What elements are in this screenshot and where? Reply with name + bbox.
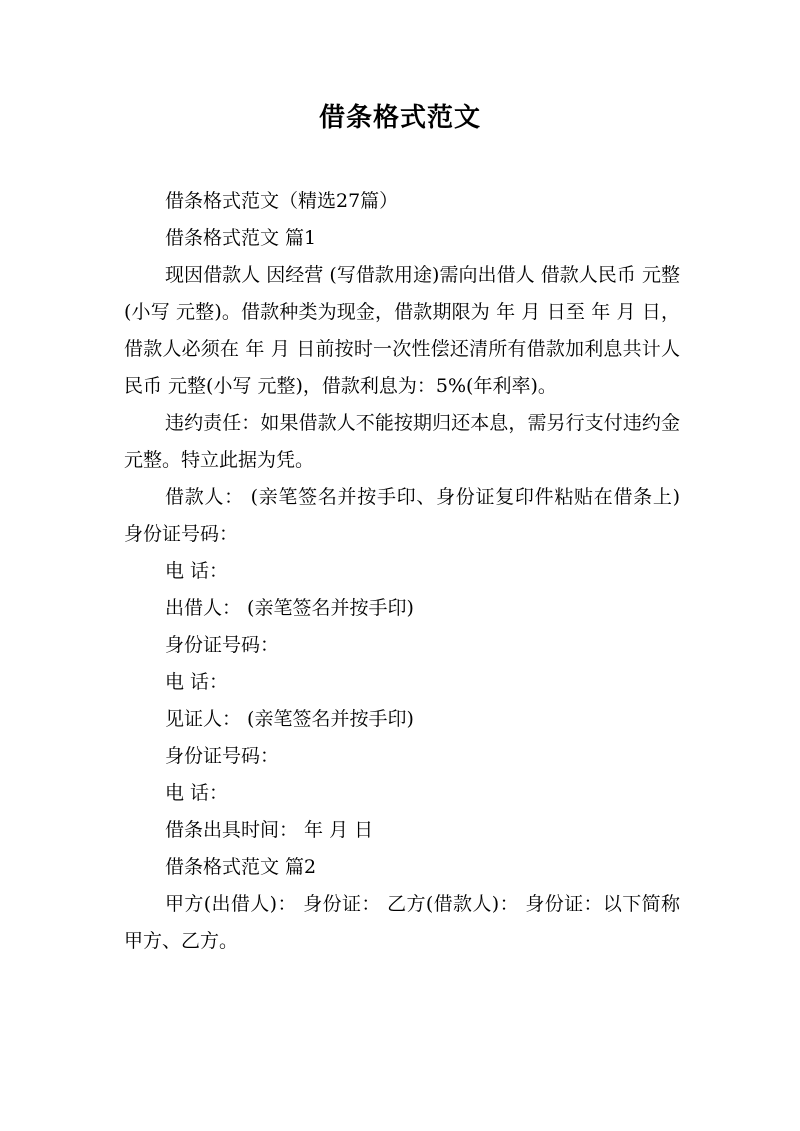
section-heading-1: 借条格式范文 篇1 bbox=[165, 227, 317, 249]
paragraph-lender: 出借人： (亲笔签名并按手印) bbox=[165, 597, 414, 619]
paragraph-issue-date: 借条出具时间： 年 月 日 bbox=[165, 819, 374, 841]
paragraph-breach-liability: 违约责任：如果借款人不能按期归还本息，需另行支付违约金 元整。特立此据为凭。 bbox=[124, 412, 687, 471]
paragraph-lender-phone: 电 话： bbox=[165, 671, 229, 693]
paragraph-lender-id: 身份证号码： bbox=[165, 634, 280, 656]
document-body bbox=[124, 183, 687, 960]
paragraph-parties: 甲方(出借人)： 身份证： 乙方(借款人)： 身份证：以下简称甲方、乙方。 bbox=[124, 893, 680, 952]
paragraph-borrower: 借款人： (亲笔签名并按手印、身份证复印件粘贴在借条上) 身份证号码： bbox=[124, 486, 687, 545]
paragraph-loan-terms: 现因借款人 因经营 (写借款用途)需向出借人 借款人民币 元整(小写 元整)。借款种类为现金，借款期限为 年 月 日至 年 月 日，借款人必须在 年 月 日前按时一次性偿还清所有借款加利息共计人民币 元整(小写 元整)，借款利息为：5%(年利率)。 bbox=[124, 264, 680, 397]
paragraph-borrower-phone: 电 话： bbox=[165, 560, 229, 582]
paragraph-intro: 借条格式范文（精选27篇） bbox=[165, 190, 399, 212]
paragraph-witness: 见证人： (亲笔签名并按手印) bbox=[165, 708, 414, 730]
section-heading-2: 借条格式范文 篇2 bbox=[165, 856, 317, 878]
paragraph-witness-phone: 电 话： bbox=[165, 782, 229, 804]
paragraph-witness-id: 身份证号码： bbox=[165, 745, 280, 767]
document-title: 借条格式范文 bbox=[318, 103, 481, 133]
